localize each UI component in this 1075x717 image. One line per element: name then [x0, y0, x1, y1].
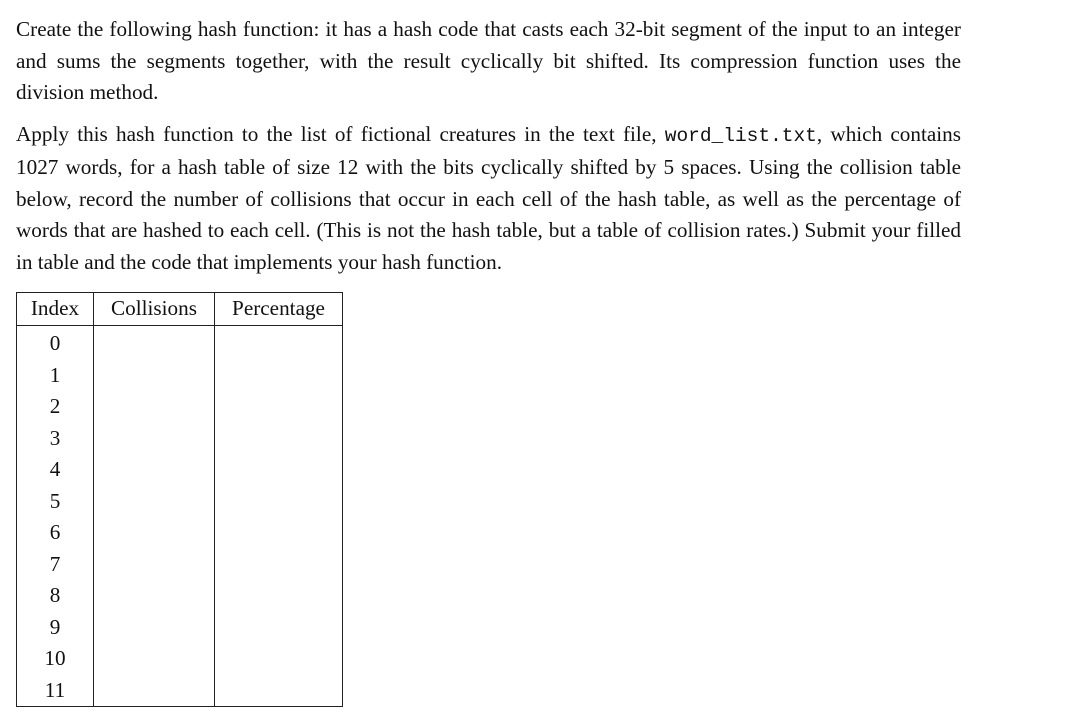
- collisions-cell: [94, 675, 215, 707]
- table-row: [17, 612, 343, 644]
- table-row: [17, 454, 343, 486]
- table-row: [17, 486, 343, 518]
- index-cell: 5: [17, 486, 94, 518]
- table-row: [17, 423, 343, 455]
- collisions-cell: [94, 326, 215, 360]
- index-cell: 1: [17, 360, 94, 392]
- index-cell: 2: [17, 391, 94, 423]
- collisions-cell: [94, 423, 215, 455]
- index-cell: 8: [17, 580, 94, 612]
- filename: word_list.txt: [664, 124, 817, 147]
- intro-paragraph: Create the following hash function: it has a hash code that casts each 32-bit segment of the input to an integer and sums the segments together, with the result cyclically bit shifted. Its compression function uses the division method.: [16, 17, 961, 104]
- table-header-row: [17, 293, 343, 326]
- collision-table: [16, 292, 343, 707]
- percentage-cell: [215, 580, 343, 612]
- collisions-cell: [94, 391, 215, 423]
- percentage-cell: [215, 517, 343, 549]
- task-paragraph: [16, 119, 961, 279]
- index-cell: 3: [17, 423, 94, 455]
- collisions-cell: [94, 612, 215, 644]
- percentage-cell: [215, 486, 343, 518]
- header-collisions: Collisions: [94, 293, 215, 326]
- table-row: [17, 643, 343, 675]
- collisions-cell: [94, 549, 215, 581]
- percentage-cell: [215, 454, 343, 486]
- percentage-cell: [215, 643, 343, 675]
- collisions-cell: [94, 360, 215, 392]
- percentage-cell: [215, 326, 343, 360]
- index-cell: 9: [17, 612, 94, 644]
- collisions-cell: [94, 486, 215, 518]
- percentage-cell: [215, 675, 343, 707]
- table-row: [17, 360, 343, 392]
- percentage-cell: [215, 391, 343, 423]
- task-text-after: , which contains 1027 words, for a hash table of size 12 with the bits cyclically shifted by 5 spaces. Using the collision table below, record the number of collisions that occur in each cell of the hash table, as well as the percentage of words that are hashed to each cell. (This is not the hash table, but a table of collision rates.) Submit your filled in table and the code that implements your hash function.: [16, 121, 961, 274]
- table-body: [17, 326, 343, 707]
- collisions-cell: [94, 580, 215, 612]
- percentage-cell: [215, 612, 343, 644]
- table-row: [17, 549, 343, 581]
- table-row: [17, 580, 343, 612]
- collisions-cell: [94, 454, 215, 486]
- index-cell: 6: [17, 517, 94, 549]
- index-cell: 11: [17, 675, 94, 707]
- document-body: [16, 14, 961, 278]
- header-index: Index: [17, 293, 94, 326]
- table-row: [17, 675, 343, 707]
- percentage-cell: [215, 423, 343, 455]
- percentage-cell: [215, 360, 343, 392]
- header-percentage: Percentage: [215, 293, 343, 326]
- collisions-cell: [94, 517, 215, 549]
- collisions-cell: [94, 643, 215, 675]
- table-row: [17, 326, 343, 360]
- task-text-before: Apply this hash function to the list of fictional creatures in the text file,: [16, 121, 665, 146]
- index-cell: 10: [17, 643, 94, 675]
- table-row: [17, 517, 343, 549]
- index-cell: 4: [17, 454, 94, 486]
- table-row: [17, 391, 343, 423]
- index-cell: 0: [17, 326, 94, 360]
- index-cell: 7: [17, 549, 94, 581]
- percentage-cell: [215, 549, 343, 581]
